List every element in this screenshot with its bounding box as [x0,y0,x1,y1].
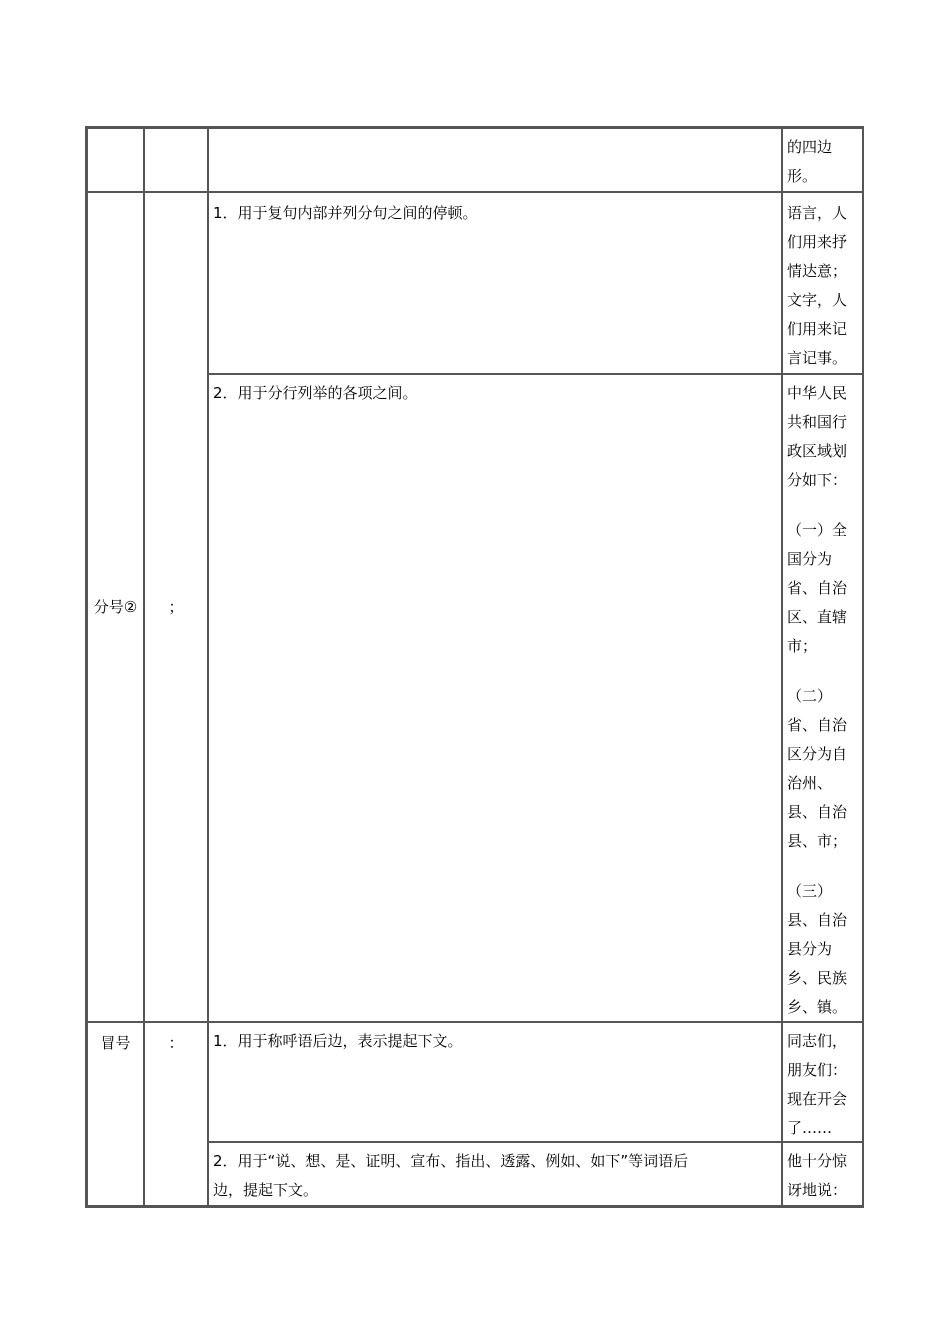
semicolon-symbol-cell [144,192,208,1022]
row-top-symbol-cell [144,128,208,192]
example-line: （一）全 [787,521,848,539]
row-top-name-cell [87,128,144,192]
example-line: （三） [787,882,833,900]
example-line: 朋友们： [787,1061,848,1079]
example-line: 政区域划 [787,442,848,460]
semicolon-usage-1-cell [208,192,782,374]
colon-symbol-cell [144,1022,208,1206]
example-line: 言记事。 [787,349,848,367]
example-line: 语言，人 [787,204,848,222]
example-line: 讶地说： [787,1181,848,1199]
usage-text: 1．用于称呼语后边，表示提起下文。 [213,1032,463,1050]
example-line: （二） [787,687,833,705]
example-line: 们用来抒 [787,233,848,251]
example-line: 省、自治 [787,716,848,734]
example-line: 共和国行 [787,413,848,431]
row-top-usage-cell [208,128,782,192]
example-line: 市； [787,637,818,655]
punctuation-table [85,126,864,1208]
usage-text: 2．用于分行列举的各项之间。 [213,384,418,402]
colon-usage-2-cell [208,1142,782,1206]
usage-text: 1．用于复句内部并列分句之间的停顿。 [213,204,478,222]
semicolon-example-2-cell [782,374,864,1022]
punctuation-symbol: ： [168,1034,184,1052]
colon-example-2-cell [782,1142,864,1206]
example-line: 乡、民族 [787,969,848,987]
colon-example-1-cell [782,1022,864,1142]
example-line: 的四边 [787,138,833,156]
example-line: 现在开会 [787,1090,848,1108]
example-line: 们用来记 [787,320,848,338]
usage-text-line: 边，提起下文。 [213,1181,319,1199]
example-line: 分如下： [787,471,848,489]
punctuation-symbol: ； [168,597,184,616]
colon-name-cell [87,1022,144,1206]
example-line: 县、自治 [787,803,848,821]
semicolon-name-cell [87,192,144,1022]
semicolon-example-1-cell [782,192,864,374]
example-line: 乡、镇。 [787,998,848,1016]
example-line: 同志们， [787,1032,848,1050]
example-line: 县分为 [787,940,833,958]
example-line: 了…… [787,1119,833,1137]
example-line: 治州、 [787,774,833,792]
semicolon-usage-2-cell [208,374,782,1022]
example-line: 省、自治 [787,579,848,597]
example-line: 国分为 [787,550,833,568]
example-line: 县、市； [787,832,848,850]
punctuation-name: 分号② [93,597,138,616]
example-line: 区分为自 [787,745,848,763]
punctuation-name: 冒号 [100,1034,131,1052]
example-line: 中华人民 [787,384,848,402]
colon-usage-1-cell [208,1022,782,1142]
usage-text-line: 2．用于“说、想、是、证明、宣布、指出、透露、例如、如下”等词语后 [213,1152,689,1170]
example-line: 县、自治 [787,911,848,929]
example-line: 形。 [787,167,818,185]
example-line: 区、直辖 [787,608,848,626]
example-line: 文字，人 [787,291,848,309]
row-top-example-cell [782,128,864,192]
example-line: 情达意； [787,262,848,280]
example-line: 他十分惊 [787,1152,848,1170]
